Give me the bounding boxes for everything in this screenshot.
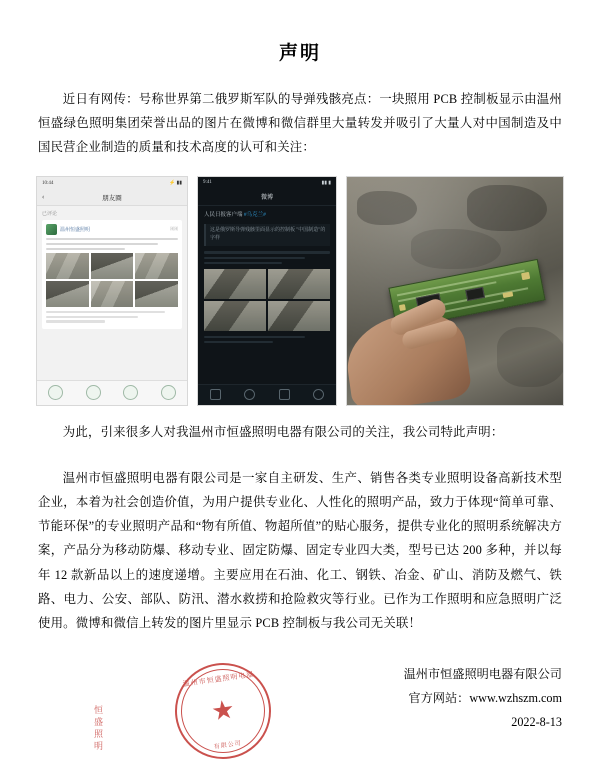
weibo-image-grid: [204, 269, 330, 331]
seal-top-text: 温州市恒盛照明电器: [182, 670, 255, 689]
wechat-post-text: [46, 238, 178, 251]
rubble-shape: [497, 327, 564, 387]
page-title: 声明: [278, 43, 321, 64]
weibo-status-bar: [198, 177, 336, 189]
wechat-image-grid: [46, 253, 178, 307]
wechat-status-icons: ⚡ ▮▮: [169, 181, 182, 187]
thumbnail: [268, 269, 330, 299]
signature-company: 温州市恒盛照明电器有限公司: [403, 667, 562, 682]
thumbnail: [46, 253, 89, 279]
weibo-header-title: 微博: [198, 189, 336, 206]
profile-icon[interactable]: [161, 385, 176, 400]
thumbnail: [46, 281, 89, 307]
paragraph-company-profile: 温州市恒盛照明电器有限公司是一家自主研发、生产、销售各类专业照明设备高新技术型企业，本着为社会创造价值，为用户提供专业化、人性化的照明产品，致力于体现“简单可靠、节能环保”的专业照明产品和“物有所值、物超所值”的贴心服务，提供专业化的照明系统解决方案，产品分为移动防爆、移动专业、固定防爆、固定专业四大类，型号已达 200 多种，并以每年 12 款新品以上的速度递增。主要应用在石油、化工、钢铁、冶金、矿山、消防及燃气、铁路、电力、公安、部队、防汛、潜水救捞和抢险救灾等行业。已作为工作照明和应急照明广泛使用。微博和微信上转发的图片里显示 PCB 控制板与我公司无关联！: [38, 470, 562, 630]
rubble-shape: [357, 191, 417, 225]
weibo-tab-bar[interactable]: [198, 384, 336, 405]
thumbnail: [135, 253, 178, 279]
document-page: [0, 38, 600, 781]
wechat-comment-block: [46, 311, 178, 323]
wechat-nav-title: 朋友圈: [102, 194, 122, 202]
home-icon[interactable]: [210, 389, 221, 400]
rubble-shape: [467, 185, 547, 231]
weibo-subtitle: [198, 206, 336, 222]
avatar: [46, 224, 57, 235]
wechat-nav-bar: [37, 190, 187, 206]
wechat-tab-bar[interactable]: [37, 380, 187, 405]
screenshot-weibo: [197, 176, 337, 406]
weibo-topic-tag[interactable]: #乌克兰#: [243, 211, 266, 218]
weibo-quote-block: 这是俄罗斯导弹残骸里面显示的控制板 "中国制造"的字样: [204, 224, 330, 246]
wechat-post-card: [42, 220, 182, 330]
weibo-status-time: 9:41: [203, 180, 212, 186]
star-icon: ★: [209, 694, 237, 727]
wechat-status-time: 10:44: [42, 180, 54, 186]
thumbnail: [268, 301, 330, 331]
screenshot-gallery: [36, 176, 564, 406]
thumbnail: [204, 301, 266, 331]
thumbnail: [204, 269, 266, 299]
weibo-account-name: 人民日报客户端: [204, 211, 243, 218]
hand: [346, 307, 473, 406]
wechat-post-header: [46, 224, 178, 235]
stamp-side-text: 恒盛照明: [93, 705, 103, 753]
profile-icon[interactable]: [313, 389, 324, 400]
signature-block: [0, 663, 562, 734]
seal-bottom-text: 有限公司: [213, 740, 243, 751]
signature-date: 2022-8-13: [511, 714, 562, 729]
wechat-feed: [37, 206, 187, 384]
thumbnail: [135, 281, 178, 307]
wechat-post-time: 刚刚: [170, 226, 178, 232]
contacts-icon[interactable]: [86, 385, 101, 400]
wechat-section-label: 已评论: [42, 211, 58, 217]
message-icon[interactable]: [279, 389, 290, 400]
rubble-shape: [411, 229, 501, 269]
wechat-status-bar: [37, 177, 187, 190]
paragraph-intro: 近日有网传：号称世界第二俄罗斯军队的导弹残骸亮点：一块照用 PCB 控制板显示由温州恒盛绿色照明集团荣誉出品的图片在微博和微信群里大量转发并吸引了大量人对中国制造及中国民营企业制造的质量和技术高度的认可和关注：: [38, 92, 562, 155]
weibo-post-text: [204, 251, 330, 264]
weibo-footer-text: [204, 336, 330, 343]
paragraph-statement-lead: 为此，引来很多人对我温州市恒盛照明电器有限公司的关注，我公司特此声明：: [62, 424, 504, 439]
thumbnail: [91, 253, 134, 279]
search-icon[interactable]: [244, 389, 255, 400]
screenshot-pcb-photo: [346, 176, 564, 406]
weibo-status-icons: ▮▮ ▮: [321, 180, 331, 186]
discover-icon[interactable]: [123, 385, 138, 400]
signature-website: 官方网站：www.wzhszm.com: [408, 690, 562, 705]
screenshot-wechat: [36, 176, 188, 406]
wechat-user-name: 温州恒盛照明: [60, 227, 91, 233]
home-icon[interactable]: [48, 385, 63, 400]
back-icon[interactable]: ‹: [42, 193, 45, 202]
thumbnail: [91, 281, 134, 307]
